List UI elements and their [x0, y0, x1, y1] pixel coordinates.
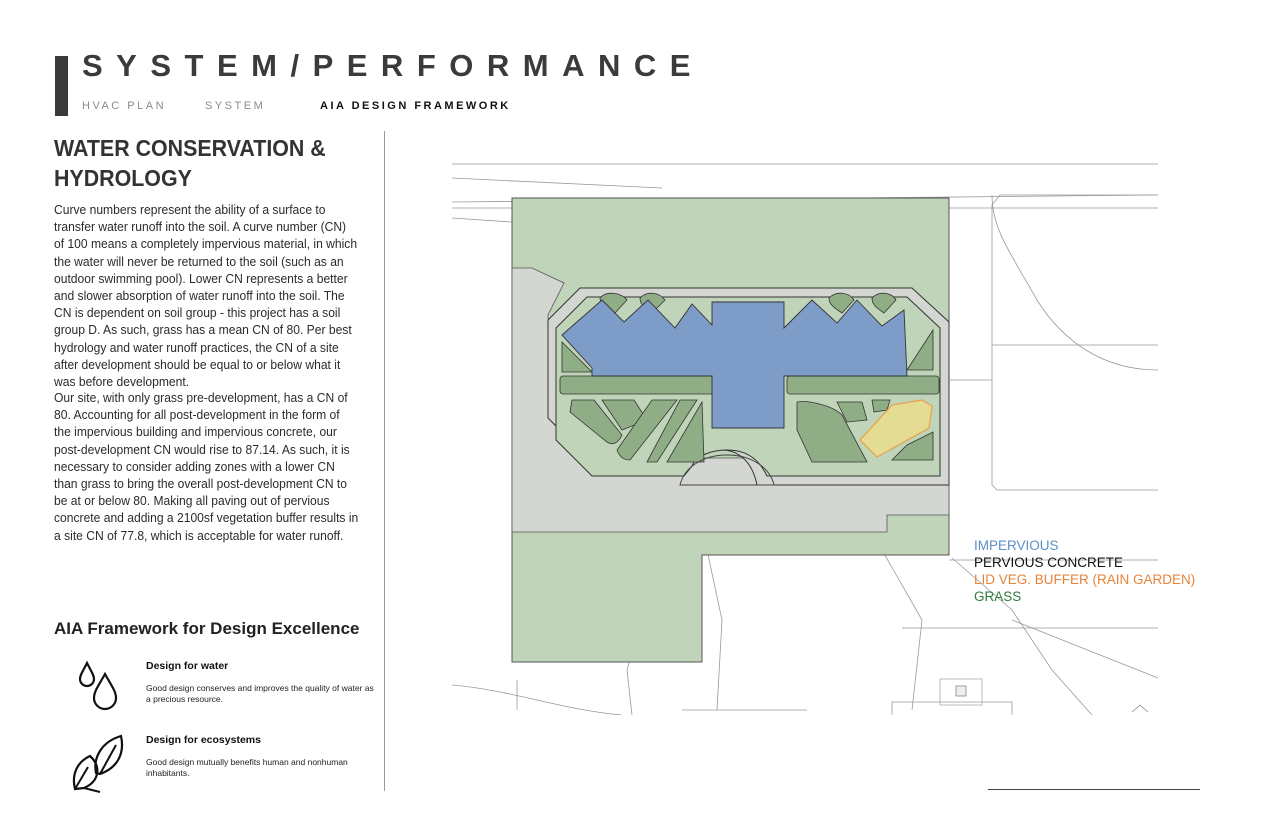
legend-impervious: IMPERVIOUS [974, 538, 1059, 553]
site-plan-diagram [452, 150, 1192, 715]
legend-pervious-concrete: PERVIOUS CONCRETE [974, 555, 1124, 570]
legend-rain-garden: LID VEG. BUFFER (RAIN GARDEN) [974, 572, 1196, 587]
signature-line [988, 789, 1200, 790]
site-legend [974, 537, 1195, 605]
paragraph-curve-numbers: Curve numbers represent the ability of a surface to transfer water runoff into the soil. A curve number (CN) of 100 means a completely impervious material, in which the water will never be returned to the soil (such as an outdoor swimming pool). Lower CN represents a better and slower absorption of water runoff into the soil. The CN is dependent on soil group - this project has a soil group D. As such, grass has a mean CN of 80. Per best hydrology and water runoff practices, the CN of a site after development should be equal to or below what it was before development. [54, 202, 358, 390]
page-title: SYSTEM/PERFORMANCE [82, 48, 704, 83]
tab-system[interactable]: SYSTEM [205, 100, 266, 112]
utility-box [956, 686, 966, 696]
section-title: WATER CONSERVATION & HYDROLOGY [54, 135, 326, 191]
aia-item-heading: Design for water [146, 660, 229, 672]
north-marker [1132, 705, 1148, 712]
paragraph-site-cn: Our site, with only grass pre-development, has a CN of 80. Accounting for all post-development in the form of the impervious building and impervious concrete, our post-development CN would rise to 87.14. As such, it is necessary to consider adding zones with a lower CN than grass to bring the overall post-development CN to be at or below 80. Making all paving out of pervious concrete and adding a 2100sf vegetation buffer results in a site CN of 77.8, which is acceptable for water runoff. [54, 390, 359, 543]
title-accent-bar [55, 56, 68, 116]
leaves-icon [70, 733, 128, 793]
column-divider [384, 131, 385, 791]
legend-grass: GRASS [974, 589, 1022, 604]
tab-hvac-plan[interactable]: HVAC PLAN [82, 100, 167, 112]
water-drops-icon [74, 660, 124, 714]
tab-aia-design-framework[interactable]: AIA DESIGN FRAMEWORK [320, 100, 511, 112]
aia-item-heading: Design for ecosystems [146, 734, 261, 746]
aia-item-description: Good design mutually benefits human and nonhuman inhabitants. [146, 757, 348, 778]
aia-framework-title: AIA Framework for Design Excellence [54, 619, 360, 638]
aia-item-description: Good design conserves and improves the quality of water as a precious resource. [146, 683, 374, 704]
